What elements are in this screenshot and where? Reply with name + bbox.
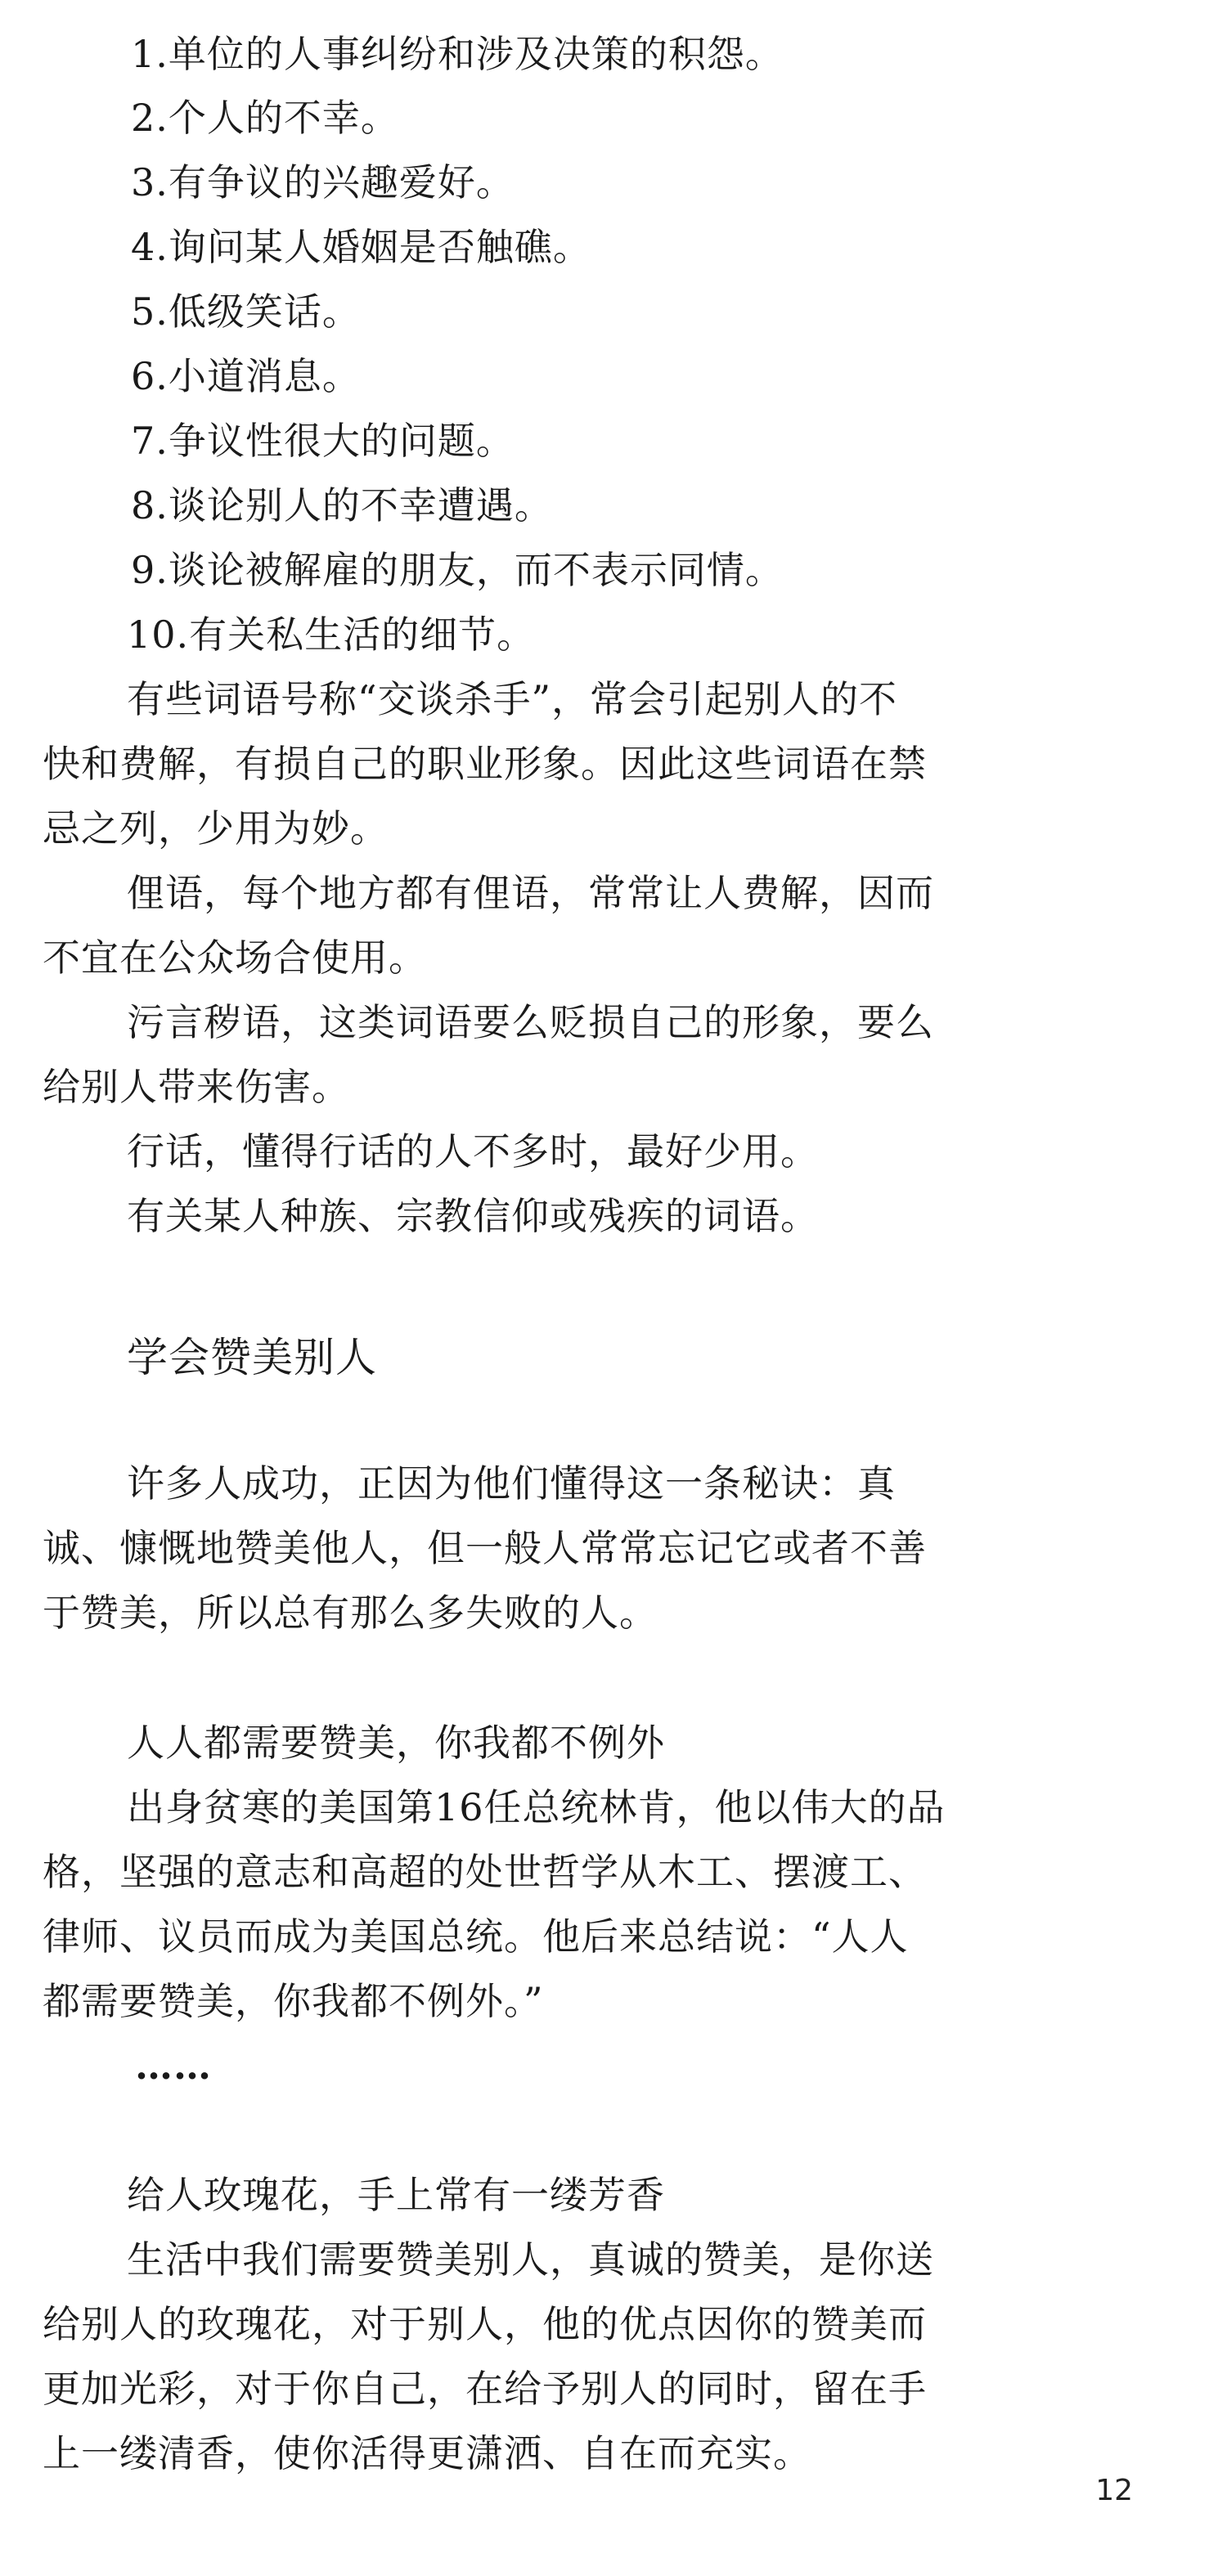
paragraph-line: 给别人的玫瑰花，对于别人，他的优点因你的赞美而 bbox=[43, 2302, 927, 2346]
paragraph-line: 快和费解，有损自己的职业形象。因此这些词语在禁 bbox=[43, 742, 927, 786]
paragraph-line: 不宜在公众场合使用。 bbox=[43, 936, 427, 980]
paragraph-line: 行话，懂得行话的人不多时，最好少用。 bbox=[127, 1129, 819, 1174]
paragraph-line: 忌之列，少用为妙。 bbox=[43, 806, 389, 850]
list-item: 8.谈论别人的不幸遭遇。 bbox=[131, 483, 553, 527]
paragraph-line: 上一缕清香，使你活得更潇洒、自在而充实。 bbox=[43, 2431, 811, 2475]
paragraph-line: 更加光彩，对于你自己，在给予别人的同时，留在手 bbox=[43, 2367, 927, 2411]
list-item: 10.有关私生活的细节。 bbox=[127, 613, 536, 657]
list-item: 2.个人的不幸。 bbox=[131, 96, 399, 140]
list-item: 3.有争议的兴趣爱好。 bbox=[131, 160, 515, 204]
paragraph-line: 出身贫寒的美国第16任总统林肯，他以伟大的品 bbox=[127, 1785, 946, 1829]
subheading: 给人玫瑰花，手上常有一缕芳香 bbox=[127, 2173, 665, 2217]
section-heading: 学会赞美别人 bbox=[127, 1334, 377, 1381]
list-item: 7.争议性很大的问题。 bbox=[131, 419, 515, 463]
paragraph-line: 生活中我们需要赞美别人，真诚的赞美，是你送 bbox=[127, 2237, 934, 2282]
list-item: 4.询问某人婚姻是否触礁。 bbox=[131, 225, 591, 269]
paragraph-line: 律师、议员而成为美国总统。他后来总结说：“人人 bbox=[43, 1914, 909, 1959]
paragraph-line: 污言秽语，这类词语要么贬损自己的形象，要么 bbox=[127, 1000, 934, 1044]
list-item: 9.谈论被解雇的朋友，而不表示同情。 bbox=[131, 548, 784, 592]
ellipsis: …… bbox=[135, 2044, 212, 2088]
subheading: 人人都需要赞美，你我都不例外 bbox=[127, 1721, 665, 1765]
paragraph-line: 都需要赞美，你我都不例外。” bbox=[43, 1979, 544, 2023]
paragraph-line: 给别人带来伤害。 bbox=[43, 1065, 350, 1109]
paragraph-line: 有些词语号称“交谈杀手”，常会引起别人的不 bbox=[127, 677, 898, 721]
paragraph-line: 诚、慷慨地赞美他人，但一般人常常忘记它或者不善 bbox=[43, 1526, 927, 1570]
paragraph-line: 于赞美，所以总有那么多失败的人。 bbox=[43, 1591, 658, 1635]
list-item: 1.单位的人事纠纷和涉及决策的积怨。 bbox=[131, 32, 784, 76]
paragraph-line: 格，坚强的意志和高超的处世哲学从木工、摆渡工、 bbox=[43, 1850, 927, 1894]
paragraph-line: 俚语，每个地方都有俚语，常常让人费解，因而 bbox=[127, 871, 934, 915]
page-number: 12 bbox=[1095, 2474, 1133, 2507]
list-item: 5.低级笑话。 bbox=[131, 289, 361, 334]
list-item: 6.小道消息。 bbox=[131, 354, 361, 398]
paragraph-line: 许多人成功，正因为他们懂得这一条秘诀：真 bbox=[127, 1461, 896, 1506]
paragraph-line: 有关某人种族、宗教信仰或残疾的词语。 bbox=[127, 1194, 819, 1238]
